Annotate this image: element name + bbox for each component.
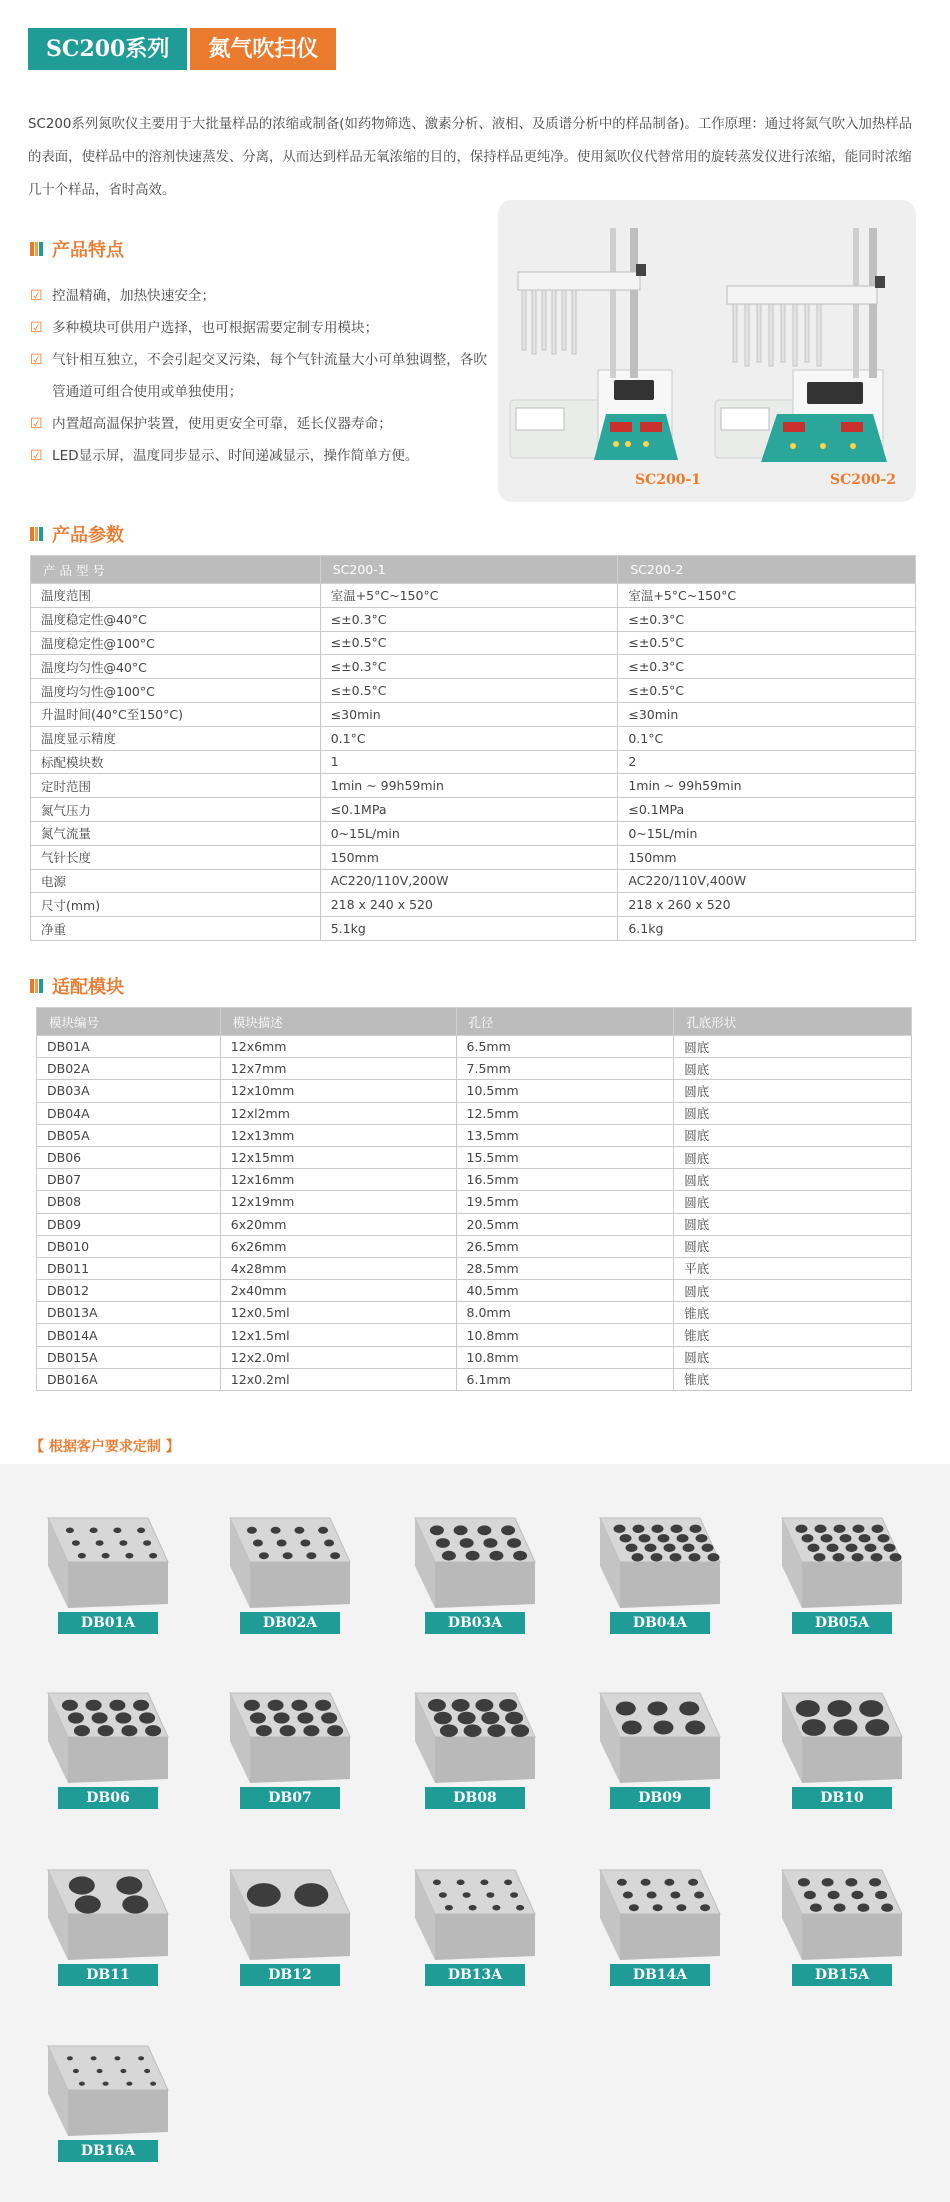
aluminum-block-icon xyxy=(580,1504,730,1614)
modules-cell: 6.5mm xyxy=(456,1036,674,1058)
feature-item xyxy=(30,280,500,312)
feature-text: 内置超高温保护装置，使用更安全可靠，延长仪器寿命； xyxy=(52,416,392,432)
modules-cell: DB011 xyxy=(37,1257,221,1279)
modules-cell: 12xl2mm xyxy=(220,1102,456,1124)
aluminum-block-icon xyxy=(395,1856,545,1966)
params-cell: 150mm xyxy=(618,845,916,869)
modules-cell: 12x1.5ml xyxy=(220,1324,456,1346)
module-label: DB08 xyxy=(425,1787,525,1809)
modules-cell: 12x6mm xyxy=(220,1036,456,1058)
modules-cell: 40.5mm xyxy=(456,1280,674,1302)
params-cell: ≤±0.5°C xyxy=(320,631,618,655)
params-row xyxy=(31,869,916,893)
modules-cell: 4x28mm xyxy=(220,1257,456,1279)
title-banner xyxy=(28,28,336,70)
modules-cell: 2x40mm xyxy=(220,1280,456,1302)
modules-cell: 圆底 xyxy=(674,1280,912,1302)
params-cell: 室温+5°C~150°C xyxy=(618,584,916,608)
modules-row xyxy=(37,1191,912,1213)
params-cell: 0.1°C xyxy=(618,726,916,750)
params-row xyxy=(31,726,916,750)
params-row xyxy=(31,917,916,941)
modules-cell: 12x15mm xyxy=(220,1146,456,1168)
params-cell: 0~15L/min xyxy=(320,821,618,845)
module-block xyxy=(762,1504,912,1664)
modules-header-cell: 孔底形状 xyxy=(674,1008,912,1036)
params-row xyxy=(31,631,916,655)
modules-cell: 圆底 xyxy=(674,1036,912,1058)
feature-text: 气针相互独立，不会引起交叉污染，每个气针流量大小可单独调整，各吹管通道可组合使用或单独使用； xyxy=(52,352,487,400)
modules-row xyxy=(37,1036,912,1058)
module-block xyxy=(28,1679,178,1839)
modules-cell: DB015A xyxy=(37,1346,221,1368)
section-bars-icon xyxy=(30,242,44,256)
modules-cell: 12x0.5ml xyxy=(220,1302,456,1324)
params-cell: ≤±0.3°C xyxy=(618,655,916,679)
modules-row xyxy=(37,1124,912,1146)
params-cell: 0.1°C xyxy=(320,726,618,750)
params-cell: 温度稳定性@40°C xyxy=(31,607,321,631)
params-cell: 电源 xyxy=(31,869,321,893)
aluminum-block-icon xyxy=(762,1856,912,1966)
product-caption-left: SC200-1 xyxy=(635,472,702,488)
modules-cell: 圆底 xyxy=(674,1146,912,1168)
params-header-cell: SC200-1 xyxy=(320,556,618,584)
modules-cell: DB05A xyxy=(37,1124,221,1146)
module-block xyxy=(210,1856,360,2016)
intro-paragraph: SC200系列氮吹仪主要用于大批量样品的浓缩或制备(如药物筛选、激素分析、液相、及质谱分析中的样品制备)。工作原理：通过将氮气吹入加热样品的表面，使样品中的溶剂快速蒸发、分离，从而达到样品无氧浓缩的目的，保持样品更纯净。使用氮吹仪代替常用的旋转蒸发仪进行浓缩，能同时浓缩几十个样品，省时高效。 xyxy=(28,117,913,198)
params-row xyxy=(31,702,916,726)
module-block xyxy=(580,1856,730,2016)
params-cell: 尺寸(mm) xyxy=(31,893,321,917)
params-cell: 2 xyxy=(618,750,916,774)
aluminum-block-icon xyxy=(28,1856,178,1966)
params-cell: 氮气流量 xyxy=(31,821,321,845)
product-photo-area xyxy=(498,200,916,502)
module-block xyxy=(28,2032,178,2192)
modules-row xyxy=(37,1169,912,1191)
product-title: 氮气吹扫仪 xyxy=(190,28,336,70)
params-cell: ≤0.1MPa xyxy=(320,798,618,822)
features-heading xyxy=(30,236,124,262)
modules-row xyxy=(37,1280,912,1302)
modules-cell: 8.0mm xyxy=(456,1302,674,1324)
params-cell: 升温时间(40°C至150°C) xyxy=(31,702,321,726)
module-label: DB09 xyxy=(610,1787,710,1809)
feature-text: LED显示屏，温度同步显示、时间递减显示，操作简单方便。 xyxy=(52,448,419,464)
params-cell: 1min ~ 99h59min xyxy=(320,774,618,798)
module-label: DB11 xyxy=(58,1964,158,1986)
module-block xyxy=(762,1679,912,1839)
modules-row xyxy=(37,1058,912,1080)
module-label: DB16A xyxy=(58,2140,158,2162)
params-cell: ≤±0.3°C xyxy=(320,607,618,631)
modules-cell: 28.5mm xyxy=(456,1257,674,1279)
modules-header-cell: 模块描述 xyxy=(220,1008,456,1036)
module-label: DB07 xyxy=(240,1787,340,1809)
module-label: DB15A xyxy=(792,1964,892,1986)
aluminum-block-icon xyxy=(395,1679,545,1789)
module-block xyxy=(395,1679,545,1839)
module-block xyxy=(210,1679,360,1839)
modules-header-cell: 模块编号 xyxy=(37,1008,221,1036)
params-cell: ≤±0.5°C xyxy=(618,679,916,703)
modules-cell: DB06 xyxy=(37,1146,221,1168)
modules-row xyxy=(37,1102,912,1124)
modules-cell: 圆底 xyxy=(674,1235,912,1257)
product-caption-right: SC200-2 xyxy=(830,472,897,488)
modules-row xyxy=(37,1346,912,1368)
modules-table xyxy=(36,1007,912,1391)
params-cell: 温度均匀性@40°C xyxy=(31,655,321,679)
module-label: DB14A xyxy=(610,1964,710,1986)
module-label: DB06 xyxy=(58,1787,158,1809)
module-block xyxy=(395,1856,545,2016)
modules-cell: DB010 xyxy=(37,1235,221,1257)
params-row xyxy=(31,893,916,917)
params-cell: 温度稳定性@100°C xyxy=(31,631,321,655)
aluminum-block-icon xyxy=(210,1504,360,1614)
aluminum-block-icon xyxy=(28,1504,178,1614)
modules-cell: DB016A xyxy=(37,1368,221,1390)
params-header-cell: 产 品 型 号 xyxy=(31,556,321,584)
module-label: DB05A xyxy=(792,1612,892,1634)
modules-row xyxy=(37,1368,912,1390)
modules-cell: 12x16mm xyxy=(220,1169,456,1191)
modules-row xyxy=(37,1324,912,1346)
modules-cell: 12x10mm xyxy=(220,1080,456,1102)
modules-cell: 12x7mm xyxy=(220,1058,456,1080)
params-cell: 218 x 240 x 520 xyxy=(320,893,618,917)
modules-cell: 圆底 xyxy=(674,1169,912,1191)
modules-cell: DB012 xyxy=(37,1280,221,1302)
modules-row xyxy=(37,1080,912,1102)
params-cell: 温度均匀性@100°C xyxy=(31,679,321,703)
checkbox-icon: ☑ xyxy=(30,448,43,464)
params-cell: 218 x 260 x 520 xyxy=(618,893,916,917)
params-row xyxy=(31,774,916,798)
modules-cell: 锥底 xyxy=(674,1302,912,1324)
modules-cell: 锥底 xyxy=(674,1368,912,1390)
section-bars-icon xyxy=(30,979,44,993)
params-cell: ≤±0.3°C xyxy=(320,655,618,679)
feature-text: 多种模块可供用户选择，也可根据需要定制专用模块； xyxy=(52,320,379,336)
modules-row xyxy=(37,1302,912,1324)
modules-row xyxy=(37,1146,912,1168)
modules-cell: 12.5mm xyxy=(456,1102,674,1124)
instrument-illustration xyxy=(498,200,916,502)
aluminum-block-icon xyxy=(762,1679,912,1789)
module-label: DB03A xyxy=(425,1612,525,1634)
modules-cell: 12x2.0ml xyxy=(220,1346,456,1368)
module-label: DB13A xyxy=(425,1964,525,1986)
params-cell: 6.1kg xyxy=(618,917,916,941)
module-label: DB01A xyxy=(58,1612,158,1634)
modules-cell: 圆底 xyxy=(674,1213,912,1235)
params-cell: ≤30min xyxy=(618,702,916,726)
params-cell: 氮气压力 xyxy=(31,798,321,822)
modules-cell: DB07 xyxy=(37,1169,221,1191)
feature-text: 控温精确，加热快速安全； xyxy=(52,288,216,304)
modules-cell: 平底 xyxy=(674,1257,912,1279)
module-label: DB10 xyxy=(792,1787,892,1809)
modules-cell: 圆底 xyxy=(674,1191,912,1213)
feature-item xyxy=(30,440,500,472)
aluminum-block-icon xyxy=(210,1679,360,1789)
modules-cell: 锥底 xyxy=(674,1324,912,1346)
modules-cell: DB08 xyxy=(37,1191,221,1213)
module-label: DB04A xyxy=(610,1612,710,1634)
params-table xyxy=(30,555,916,941)
params-cell: 净重 xyxy=(31,917,321,941)
params-cell: 150mm xyxy=(320,845,618,869)
params-row xyxy=(31,845,916,869)
modules-row xyxy=(37,1257,912,1279)
params-header-cell: SC200-2 xyxy=(618,556,916,584)
aluminum-block-icon xyxy=(762,1504,912,1614)
params-cell: 温度范围 xyxy=(31,584,321,608)
params-title: 产品参数 xyxy=(52,525,124,546)
modules-cell: DB01A xyxy=(37,1036,221,1058)
modules-cell: DB013A xyxy=(37,1302,221,1324)
params-row xyxy=(31,750,916,774)
modules-cell: DB04A xyxy=(37,1102,221,1124)
modules-cell: 圆底 xyxy=(674,1346,912,1368)
modules-title: 适配模块 xyxy=(52,977,124,998)
modules-cell: DB03A xyxy=(37,1080,221,1102)
params-row xyxy=(31,607,916,631)
modules-cell: 圆底 xyxy=(674,1058,912,1080)
params-cell: ≤±0.3°C xyxy=(618,607,916,631)
features-list xyxy=(30,280,500,472)
modules-cell: DB02A xyxy=(37,1058,221,1080)
modules-cell: DB09 xyxy=(37,1213,221,1235)
module-block xyxy=(210,1504,360,1664)
params-cell: AC220/110V,200W xyxy=(320,869,618,893)
aluminum-block-icon xyxy=(395,1504,545,1614)
modules-row xyxy=(37,1235,912,1257)
modules-cell: 6x20mm xyxy=(220,1213,456,1235)
params-cell: 室温+5°C~150°C xyxy=(320,584,618,608)
params-row xyxy=(31,655,916,679)
params-row xyxy=(31,584,916,608)
checkbox-icon: ☑ xyxy=(30,352,43,368)
modules-cell: 12x19mm xyxy=(220,1191,456,1213)
aluminum-block-icon xyxy=(580,1856,730,1966)
modules-row xyxy=(37,1213,912,1235)
modules-cell: 20.5mm xyxy=(456,1213,674,1235)
checkbox-icon: ☑ xyxy=(30,320,43,336)
params-cell: AC220/110V,400W xyxy=(618,869,916,893)
modules-cell: 7.5mm xyxy=(456,1058,674,1080)
params-cell: ≤0.1MPa xyxy=(618,798,916,822)
module-block xyxy=(762,1856,912,2016)
feature-item xyxy=(30,344,500,408)
params-row xyxy=(31,821,916,845)
params-cell: ≤±0.5°C xyxy=(320,679,618,703)
module-block xyxy=(580,1504,730,1664)
module-block xyxy=(580,1679,730,1839)
params-row xyxy=(31,798,916,822)
modules-cell: 16.5mm xyxy=(456,1169,674,1191)
aluminum-block-icon xyxy=(580,1679,730,1789)
modules-cell: 19.5mm xyxy=(456,1191,674,1213)
modules-cell: 圆底 xyxy=(674,1124,912,1146)
modules-cell: 10.8mm xyxy=(456,1324,674,1346)
module-block xyxy=(28,1856,178,2016)
modules-cell: 13.5mm xyxy=(456,1124,674,1146)
modules-cell: 12x0.2ml xyxy=(220,1368,456,1390)
modules-cell: 26.5mm xyxy=(456,1235,674,1257)
params-row xyxy=(31,679,916,703)
series-title: SC200系列 xyxy=(28,28,187,70)
modules-header-cell: 孔径 xyxy=(456,1008,674,1036)
modules-cell: 15.5mm xyxy=(456,1146,674,1168)
module-gallery xyxy=(0,1464,950,2202)
params-cell: 标配模块数 xyxy=(31,750,321,774)
module-block xyxy=(395,1504,545,1664)
feature-item xyxy=(30,408,500,440)
params-cell: 1min ~ 99h59min xyxy=(618,774,916,798)
params-cell: 定时范围 xyxy=(31,774,321,798)
aluminum-block-icon xyxy=(28,1679,178,1789)
module-label: DB12 xyxy=(240,1964,340,1986)
modules-cell: 10.8mm xyxy=(456,1346,674,1368)
modules-cell: DB014A xyxy=(37,1324,221,1346)
params-cell: 温度显示精度 xyxy=(31,726,321,750)
aluminum-block-icon xyxy=(210,1856,360,1966)
modules-heading xyxy=(30,973,124,999)
feature-item xyxy=(30,312,500,344)
modules-cell: 6.1mm xyxy=(456,1368,674,1390)
modules-cell: 12x13mm xyxy=(220,1124,456,1146)
custom-note: 【 根据客户要求定制 】 xyxy=(30,1439,180,1455)
module-label: DB02A xyxy=(240,1612,340,1634)
module-block xyxy=(28,1504,178,1664)
params-cell: 0~15L/min xyxy=(618,821,916,845)
params-heading xyxy=(30,521,124,547)
params-cell: 1 xyxy=(320,750,618,774)
modules-cell: 6x26mm xyxy=(220,1235,456,1257)
features-title: 产品特点 xyxy=(52,240,124,261)
params-cell: 5.1kg xyxy=(320,917,618,941)
aluminum-block-icon xyxy=(28,2032,178,2142)
params-cell: ≤±0.5°C xyxy=(618,631,916,655)
modules-cell: 圆底 xyxy=(674,1080,912,1102)
modules-cell: 10.5mm xyxy=(456,1080,674,1102)
section-bars-icon xyxy=(30,527,44,541)
params-cell: 气针长度 xyxy=(31,845,321,869)
modules-cell: 圆底 xyxy=(674,1102,912,1124)
params-cell: ≤30min xyxy=(320,702,618,726)
checkbox-icon: ☑ xyxy=(30,416,43,432)
checkbox-icon: ☑ xyxy=(30,288,43,304)
